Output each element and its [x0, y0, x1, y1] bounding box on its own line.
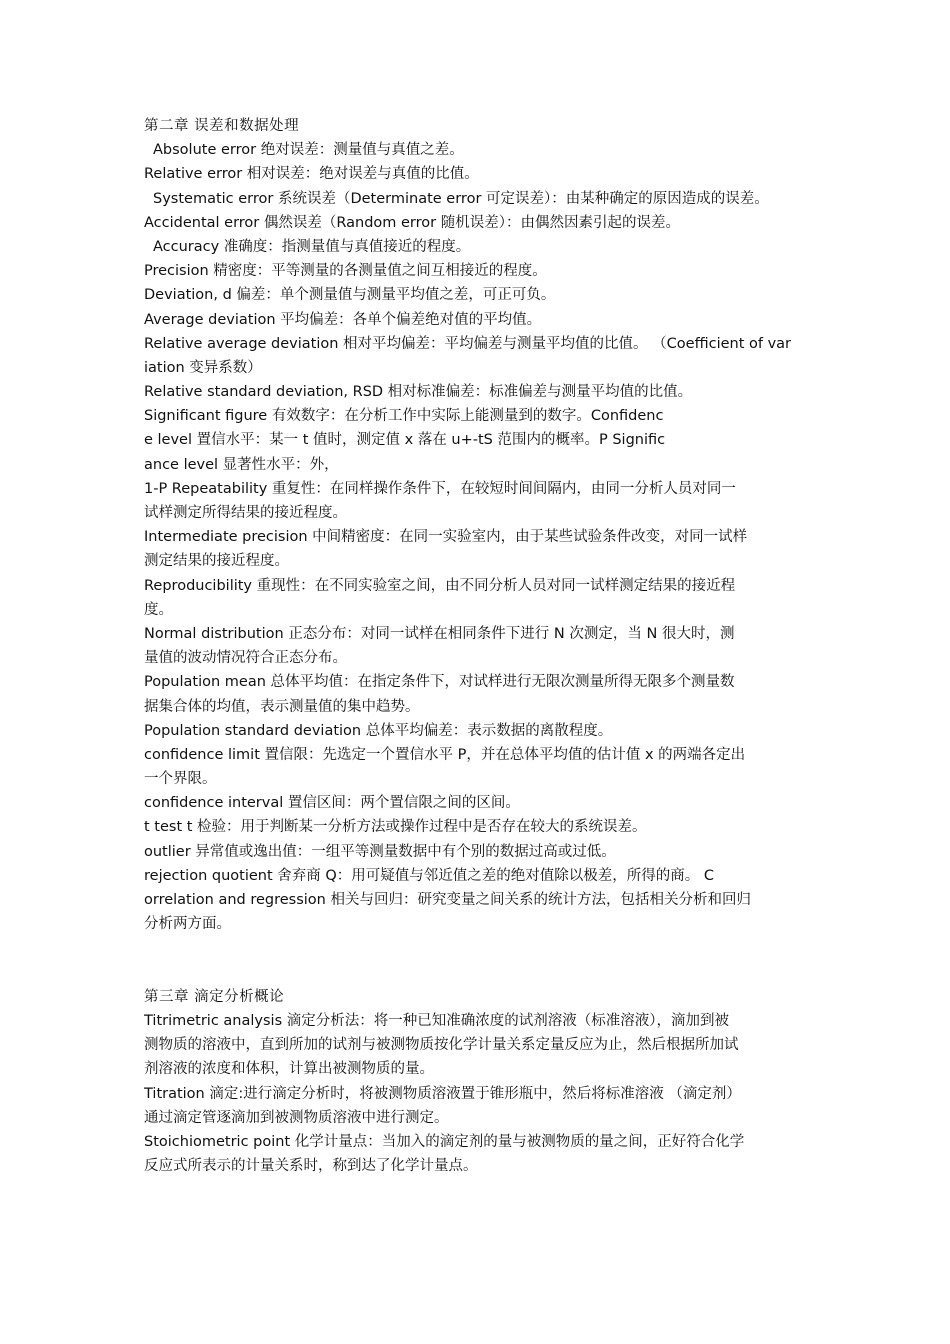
- text-line: Reproducibility 重现性：在不同实验室之间，由不同分析人员对同一试样测定结果的接近程: [144, 577, 736, 594]
- text-line: Precision 精密度：平等测量的各测量值之间互相接近的程度。: [144, 263, 547, 280]
- text-line: 反应式所表示的计量关系时，称到达了化学计量点。: [144, 1158, 478, 1175]
- text-line: Accidental error 偶然误差（Random error 随机误差）：由偶然因素引起的误差。: [144, 214, 680, 231]
- text-line: 剂溶液的浓度和体积，计算出被测物质的量。: [144, 1061, 434, 1078]
- text-line: Accuracy 准确度：指测量值与真值接近的程度。: [153, 238, 471, 255]
- text-line: 测定结果的接近程度。: [144, 553, 289, 570]
- text-line: ance level 显著性水平：外，: [144, 456, 339, 473]
- paragraph-gap: [144, 961, 824, 985]
- text-line: Relative error 相对误差：绝对误差与真值的比值。: [144, 166, 479, 183]
- text-line: Titration 滴定:进行滴定分析时，将被测物质溶液置于锥形瓶中，然后将标准溶液 （滴定剂）: [144, 1085, 741, 1102]
- text-line: Titrimetric analysis 滴定分析法：将一种已知准确浓度的试剂溶液（标准溶液），滴加到被: [144, 1012, 729, 1029]
- text-line: Significant figure 有效数字：在分析工作中实际上能测量到的数字。Confidenc: [144, 408, 664, 425]
- text-line: 1-P Repeatability 重复性：在同样操作条件下，在较短时间间隔内，由同一分析人员对同一: [144, 480, 736, 497]
- text-line: confidence limit 置信限：先选定一个置信水平 P，并在总体平均值的估计值 x 的两端各定出: [144, 746, 746, 763]
- chapter2-title: 第二章 误差和数据处理: [144, 118, 300, 134]
- text-line: t test t 检验：用于判断某一分析方法或操作过程中是否存在较大的系统误差。: [144, 819, 647, 836]
- text-line: 通过滴定管逐滴加到被测物质溶液中进行测定。: [144, 1109, 449, 1126]
- text-line: Population mean 总体平均值：在指定条件下，对试样进行无限次测量所得无限多个测量数: [144, 674, 735, 691]
- text-line: Average deviation 平均偏差：各单个偏差绝对值的平均值。: [144, 311, 542, 328]
- document-page: [144, 114, 824, 1178]
- text-line: orrelation and regression 相关与回归：研究变量之间关系的统计方法，包括相关分析和回归: [144, 892, 751, 908]
- text-line: Population standard deviation 总体平均偏差：表示数据的离散程度。: [144, 722, 613, 739]
- text-line: outlier 异常值或逸出值：一组平等测量数据中有个别的数据过高或过低。: [144, 843, 616, 860]
- text-line: Relative standard deviation, RSD 相对标准偏差：标准偏差与测量平均值的比值。: [144, 384, 693, 401]
- text-line: confidence interval 置信区间：两个置信限之间的区间。: [144, 795, 520, 812]
- text-line: 一个界限。: [144, 771, 217, 788]
- text-line: 分析两方面。: [144, 916, 231, 933]
- text-line: iation 变异系数）: [144, 359, 262, 376]
- text-line: Relative average deviation 相对平均偏差：平均偏差与测量平均值的比值。 （Coefficient of var: [144, 335, 792, 352]
- text-line: Stoichiometric point 化学计量点：当加入的滴定剂的量与被测物质的量之间，正好符合化学: [144, 1133, 745, 1150]
- text-line: Intermediate precision 中间精密度：在同一实验室内，由于某些试验条件改变，对同一试样: [144, 529, 748, 546]
- text-line: Deviation, d 偏差：单个测量值与测量平均值之差，可正可负。: [144, 287, 556, 304]
- paragraph-gap: [144, 936, 824, 960]
- text-line: Normal distribution 正态分布：对同一试样在相同条件下进行 N 次测定，当 N 很大时，测: [144, 625, 735, 642]
- text-line: e level 置信水平：某一 t 值时，测定值 x 落在 u+-tS 范围内的概率。P Signific: [144, 432, 666, 449]
- text-line: rejection quotient 舍弃商 Q：用可疑值与邻近值之差的绝对值除以极差，所得的商。 C: [144, 867, 715, 884]
- text-line: 度。: [144, 601, 173, 618]
- text-line: 试样测定所得结果的接近程度。: [144, 505, 347, 521]
- text-line: Systematic error 系统误差（Determinate error 可定误差）：由某种确定的原因造成的误差。: [153, 190, 769, 207]
- chapter3-title: 第三章 滴定分析概论: [144, 988, 285, 1005]
- text-line: 测物质的溶液中，直到所加的试剂与被测物质按化学计量关系定量反应为止，然后根据所加试: [144, 1037, 739, 1054]
- text-line: Absolute error 绝对误差：测量值与真值之差。: [153, 142, 464, 159]
- text-line: 据集合体的均值，表示测量值的集中趋势。: [144, 698, 420, 715]
- text-line: 量值的波动情况符合正态分布。: [144, 650, 347, 667]
